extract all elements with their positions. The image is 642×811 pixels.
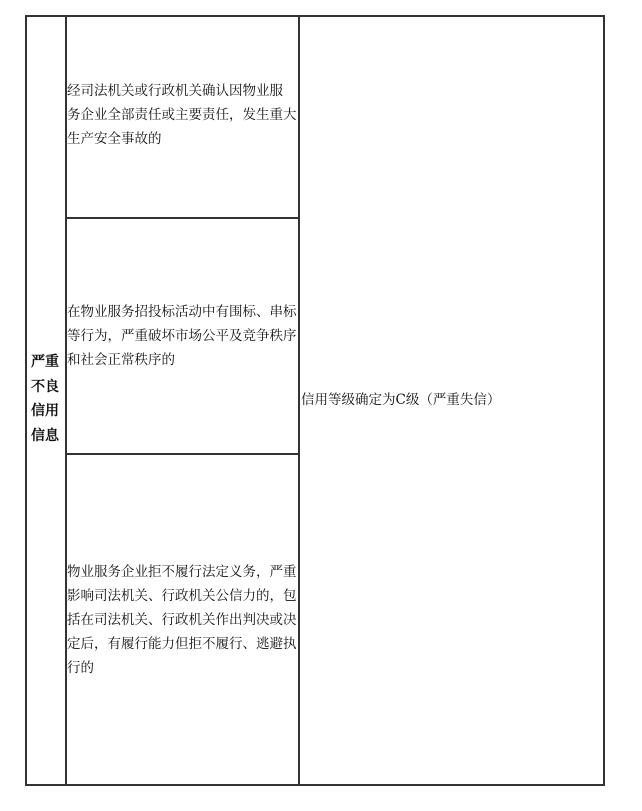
column-divider-2 — [298, 15, 300, 786]
text-line: 生产安全事故的 — [67, 131, 162, 147]
text-line: 等行为，严重破坏市场公平及竞争秩序 — [67, 328, 297, 344]
category-line: 信息 — [31, 427, 59, 444]
row-divider-2 — [65, 453, 299, 455]
category-line: 信用 — [31, 403, 59, 419]
result-cell — [301, 388, 500, 412]
text-line: 务企业全部责任或主要责任，发生重大 — [67, 107, 297, 123]
text-line: 在物业服务招投标活动中有围标、串标 — [67, 304, 297, 320]
table-border-bottom — [25, 784, 605, 786]
text-line: 影响司法机关、行政机关公信力的，包 — [67, 588, 297, 604]
condition-cell-1 — [67, 79, 297, 151]
category-label — [25, 350, 65, 448]
row-divider-1 — [65, 217, 299, 219]
result-text: 信用等级确定为C级（严重失信） — [301, 392, 501, 408]
text-line: 括在司法机关、行政机关作出判决或决 — [67, 612, 297, 628]
text-line: 和社会正常秩序的 — [67, 352, 175, 368]
text-line: 行的 — [67, 660, 94, 676]
condition-cell-2 — [67, 300, 297, 372]
condition-cell-3 — [67, 560, 297, 680]
table-border-right — [603, 15, 605, 786]
text-line: 物业服务企业拒不履行法定义务，严重 — [67, 564, 297, 580]
table-border-top — [25, 15, 605, 17]
text-line: 定后，有履行能力但拒不履行、逃避执 — [67, 636, 297, 652]
text-line: 经司法机关或行政机关确认因物业服 — [67, 83, 283, 99]
category-line: 严重 — [31, 354, 59, 370]
category-line: 不良 — [31, 378, 59, 395]
